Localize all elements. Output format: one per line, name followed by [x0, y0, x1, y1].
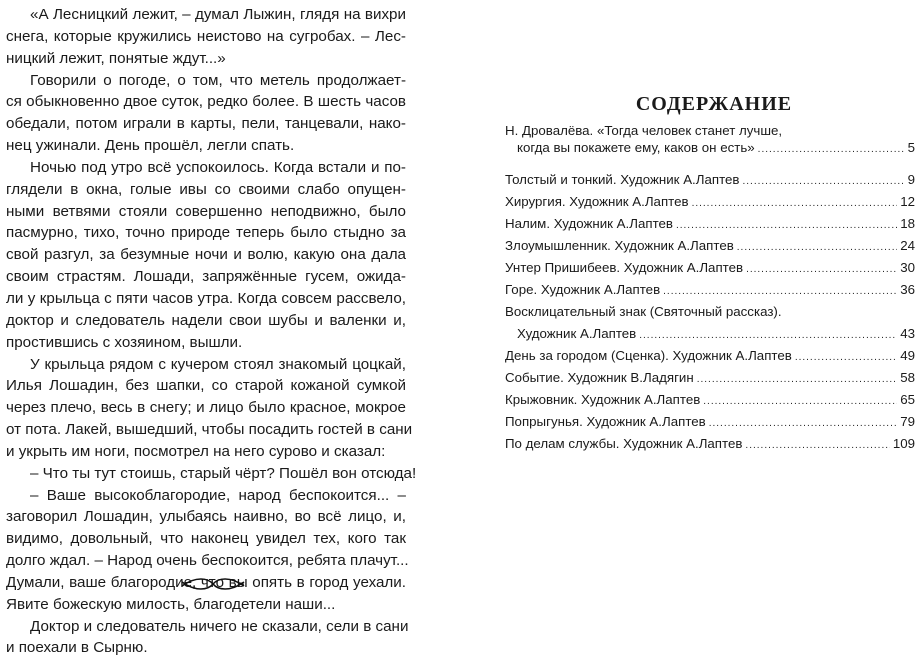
- toc-entry: [505, 191, 915, 213]
- text-line: своим страстям. Лошади, запряжённые гусем, ожида-: [6, 268, 406, 286]
- toc-entry: [505, 139, 915, 156]
- toc-entry-title: Восклицательный знак (Святочный рассказ).: [505, 304, 782, 319]
- text-line: видимо, довольный, что наконец увидел тех, кого так: [6, 530, 406, 548]
- toc-entry: [505, 235, 915, 257]
- toc-entry: [505, 345, 915, 367]
- text-line: Илья Лошадин, без шапки, со старой кожаной сумкой: [6, 377, 406, 395]
- toc-page-number: 12: [900, 194, 915, 209]
- toc-entry: [505, 213, 915, 235]
- toc-entry-title: Налим. Художник А.Лаптев: [505, 216, 673, 231]
- flourish-ornament-icon: [178, 574, 248, 594]
- toc-entry-title: Горе. Художник А.Лаптев: [505, 282, 661, 297]
- text-line: У крыльца рядом с кучером стоял знакомый цоцкай,: [30, 355, 406, 373]
- toc-entry-title: Событие. Художник В.Ладягин: [505, 370, 694, 385]
- text-line: – Что ты тут стоишь, старый чёрт? Пошёл вон отсюда!: [30, 464, 417, 482]
- leader-dots: [795, 347, 897, 369]
- toc-entry: [505, 301, 915, 323]
- text-line: долго ждал. – Народ очень беспокоится, ребята плачут...: [6, 552, 409, 570]
- table-of-contents: [505, 90, 915, 455]
- text-line: снега, которые кружились неистово на сугробах. – Лес-: [6, 27, 406, 45]
- toc-page-number: 24: [900, 238, 915, 253]
- toc-entry-title: По делам службы. Художник А.Лаптев: [505, 436, 743, 451]
- toc-entry-title: Н. Дровалёва. «Тогда человек станет лучше,: [505, 123, 783, 138]
- leader-dots: [697, 369, 898, 391]
- toc-page-number: 9: [907, 172, 915, 187]
- text-line: пасмурно, тихо, точно природе теперь было стыдно за: [6, 224, 406, 242]
- toc-entry: [505, 169, 915, 191]
- toc-entry-title: Хирургия. Художник А.Лаптев: [505, 194, 689, 209]
- toc-entry-title: Крыжовник. Художник А.Лаптев: [505, 392, 701, 407]
- toc-entry-title: Попрыгунья. Художник А.Лаптев: [505, 414, 706, 429]
- toc-page-number: 18: [900, 216, 915, 231]
- text-line: «А Лесницкий лежит, – думал Лыжин, глядя на вихри: [30, 6, 406, 23]
- toc-entry: [505, 389, 915, 411]
- text-line: ными ветвями стояли совершенно неподвижно, было: [6, 202, 406, 220]
- toc-page-number: 30: [900, 260, 915, 275]
- toc-entry-title: когда вы покажете ему, каков он есть»: [517, 140, 755, 155]
- text-line: глядели в окна, голые ивы со своими слабо опущен-: [6, 180, 406, 198]
- toc-title: СОДЕРЖАНИЕ: [635, 93, 793, 115]
- text-line: Говорили о погоде, о том, что метель продолжает-: [30, 71, 406, 89]
- leader-dots: [745, 435, 889, 457]
- toc-entry: [505, 323, 915, 345]
- left-page-text: [6, 4, 417, 659]
- text-line: Думали, ваше благородие, что вы опять в город уехали.: [6, 573, 406, 591]
- leader-dots: [639, 325, 897, 347]
- toc-entry: [505, 433, 915, 455]
- text-line: Ночью под утро всё успокоилось. Когда встали и по-: [30, 158, 406, 176]
- text-line: заговорил Лошадин, улыбаясь наивно, во всё лицо, и,: [6, 508, 406, 526]
- text-line: – Ваше высокоблагородие, народ беспокоится... –: [30, 486, 406, 504]
- toc-page-number: 5: [907, 140, 915, 155]
- text-line: ницкий лежит, понятые ждут...»: [6, 49, 226, 67]
- leader-dots: [676, 215, 897, 237]
- toc-entry-title: Художник А.Лаптев: [517, 326, 637, 341]
- toc-entry: [505, 257, 915, 279]
- toc-entry: [505, 367, 915, 389]
- leader-dots: [709, 413, 897, 435]
- text-line: свой разгул, за безумные ночи и волю, какую она дала: [6, 246, 406, 264]
- text-line: ся обыкновенно двое суток, редко более. В шесть часов: [6, 93, 406, 111]
- toc-entry-title: Унтер Пришибеев. Художник А.Лаптев: [505, 260, 744, 275]
- toc-page-number: 109: [892, 436, 915, 451]
- text-line: простившись с хозяином, вышли.: [6, 333, 243, 351]
- leader-dots: [742, 171, 904, 193]
- text-line: обедали, потом играли в карты, пели, танцевали, нако-: [6, 115, 406, 133]
- toc-page-number: 79: [900, 414, 915, 429]
- toc-entry-title: Толстый и тонкий. Художник А.Лаптев: [505, 172, 740, 187]
- text-line: нец ужинали. День прошёл, легли спать.: [6, 137, 295, 155]
- toc-page-number: 43: [900, 326, 915, 341]
- toc-page-number: 58: [900, 370, 915, 385]
- text-line: и укрыть им ноги, посмотрел на него сурово и сказал:: [6, 442, 386, 460]
- leader-dots: [758, 141, 905, 158]
- text-line: Явите божескую милость, благодетели наши...: [6, 595, 336, 613]
- toc-entry: [505, 279, 915, 301]
- text-line: через плечо, весь в снегу; и лицо было красное, мокрое: [6, 399, 406, 417]
- text-line: от пота. Лакей, вышедший, чтобы посадить гостей в сани: [6, 421, 413, 439]
- leader-dots: [737, 237, 897, 259]
- text-line: Доктор и следователь ничего не сказали, сели в сани: [30, 617, 409, 635]
- text-line: ли у крыльца с пяти часов утра. Когда совсем рассвело,: [6, 289, 406, 307]
- toc-page-number: 65: [900, 392, 915, 407]
- leader-dots: [692, 193, 898, 215]
- leader-dots: [703, 391, 897, 413]
- toc-entry-title: Злоумышленник. Художник А.Лаптев: [505, 238, 734, 253]
- text-line: и поехали в Сырню.: [6, 639, 148, 657]
- toc-page-number: 36: [900, 282, 915, 297]
- toc-entry-title: День за городом (Сценка). Художник А.Лаптев: [505, 348, 792, 363]
- leader-dots: [663, 281, 897, 303]
- toc-entry: [505, 122, 915, 139]
- toc-page-number: 49: [900, 348, 915, 363]
- leader-dots: [746, 259, 897, 281]
- toc-entry: [505, 411, 915, 433]
- text-line: доктор и следователь надели свои шубы и валенки и,: [6, 311, 406, 329]
